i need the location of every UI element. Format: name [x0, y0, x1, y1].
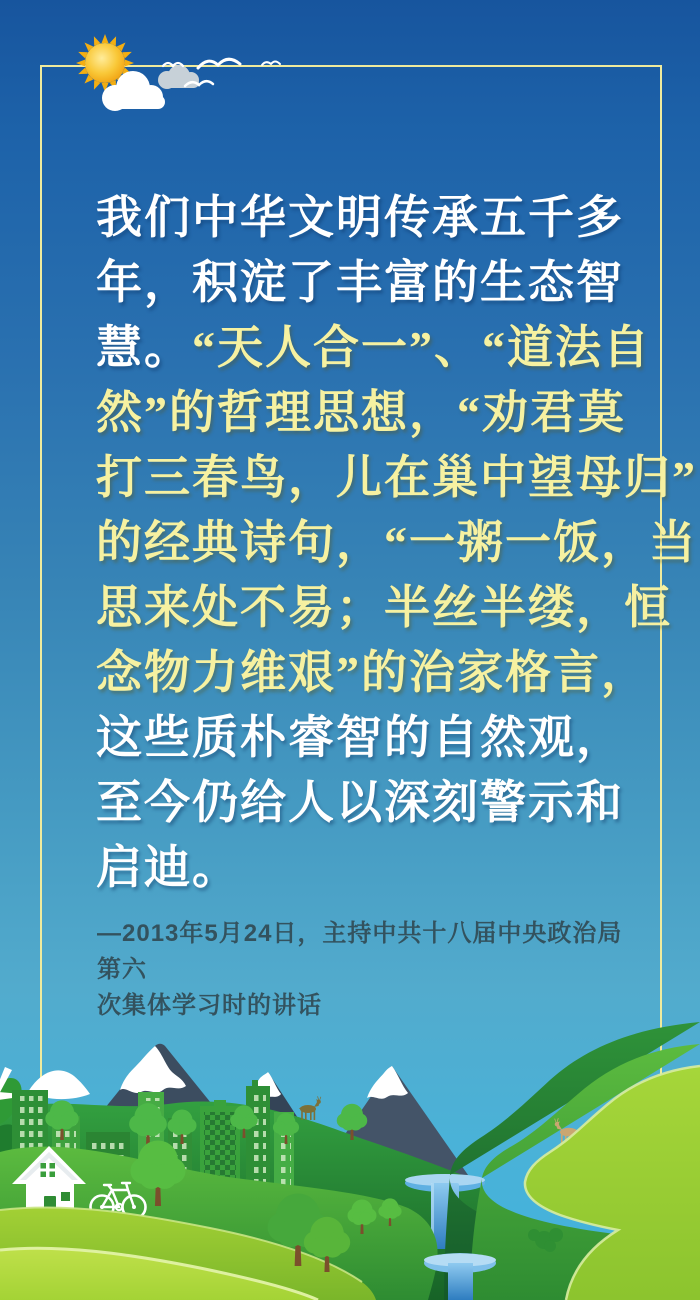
- landscape-illustration: [0, 1020, 700, 1300]
- quote-line: [96, 705, 697, 770]
- quote-segment: 打三春鸟，儿在巢中望母归”: [96, 452, 697, 503]
- sky-decoration: [55, 18, 305, 133]
- quote-line: [96, 835, 697, 900]
- quote-line: [96, 445, 697, 510]
- quote-segment: 年，积淀了丰富的生态智: [96, 257, 624, 308]
- quote-segment: 思来处不易；半丝半缕，恒: [96, 582, 672, 633]
- quote-segment: 的经典诗句，“一粥一饭，当: [96, 517, 697, 568]
- citation-line: 次集体学习时的讲话: [97, 992, 322, 1019]
- quote-segment: 然”的哲理思想，“劝君莫: [96, 387, 626, 438]
- quote-line: [96, 250, 697, 315]
- quote-segment: 至今仍给人以深刻警示和: [96, 777, 624, 828]
- quote-segment: “天人合一”、“道法自: [192, 322, 651, 373]
- quote-segment: 启迪。: [96, 842, 240, 893]
- quote-line: [96, 185, 697, 250]
- citation: [97, 916, 637, 1024]
- quote-line: [96, 640, 697, 705]
- deer-icon: [299, 1096, 321, 1120]
- quote: [96, 185, 697, 900]
- citation-line: —2013年5月24日，主持中共十八届中央政治局第六: [97, 920, 623, 983]
- quote-line: [96, 380, 697, 445]
- quote-segment: 这些质朴睿智的自然观，: [96, 712, 624, 763]
- quote-line: [96, 510, 697, 575]
- quote-line: [96, 575, 697, 640]
- quote-line: [96, 315, 697, 380]
- quote-line: [96, 770, 697, 835]
- quote-segment: 念物力维艰”的治家格言，: [96, 647, 649, 698]
- quote-segment: 我们中华文明传承五千多: [96, 192, 624, 243]
- quote-segment: 慧。: [96, 322, 192, 373]
